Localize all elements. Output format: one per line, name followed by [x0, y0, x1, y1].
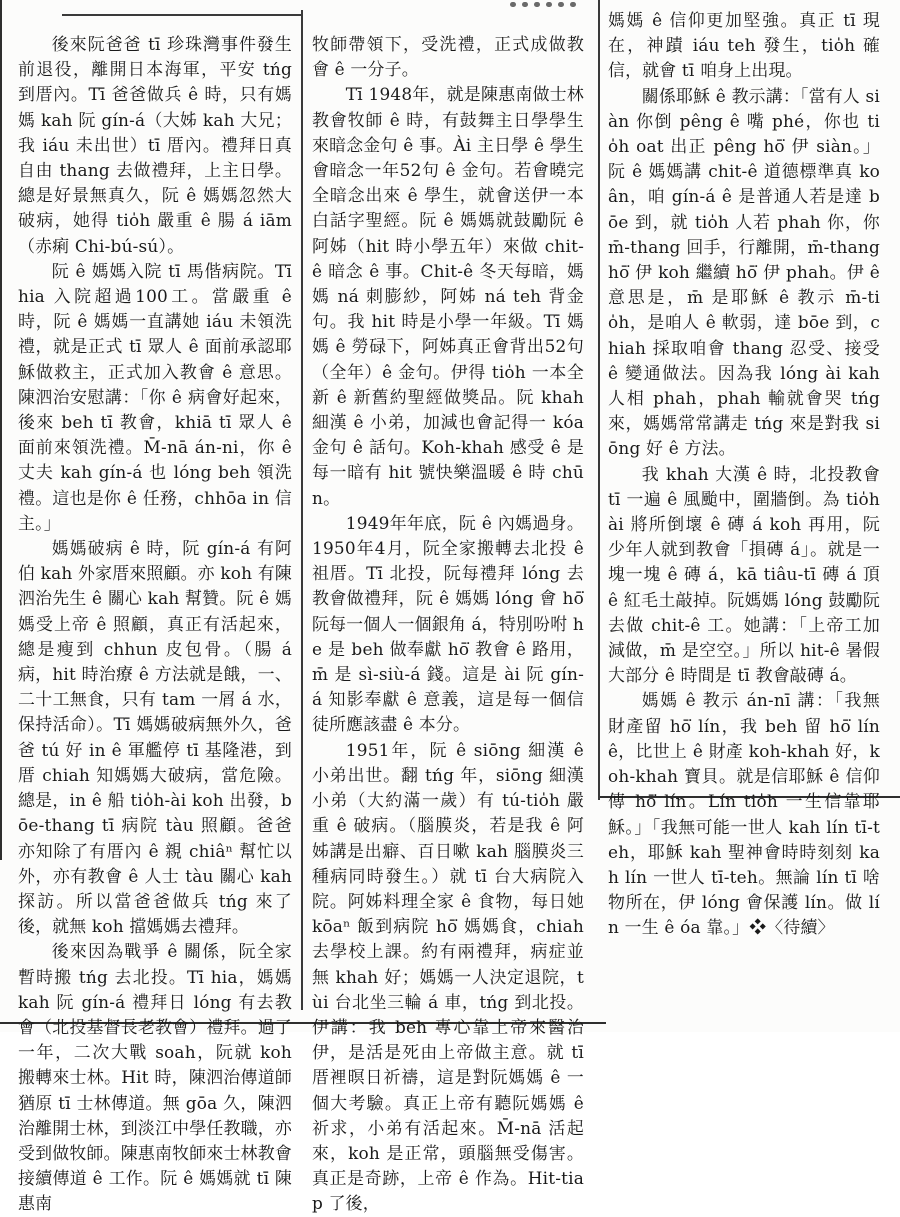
paragraph: 1949年年底，阮 ê 內媽過身。1950年4月，阮全家搬轉去北投 ê 祖厝。Tī 北投，阮每禮拜 lóng 去教會做禮拜，阮 ê 媽媽 lóng 會 hō͘ 阮每一個人一個銀角 á，特別吩咐 he 是 beh 做奉獻 hō͘ 教會 ê 路用，m̄ 是 sì-siù-á 錢。這是 ài 阮 gín-á 知影奉獻 ê 意義，這是每一個信徒所應該盡 ê 本分。 — [312, 512, 584, 735]
paragraph: Tī 1948年，就是陳惠南做士林教會牧師 ê 時，有鼓舞主日學學生來暗念金句 ê 事。Ài 主日學 ê 學生會暗念一年52句 ê 金句。若會曉完全暗念出來 ê 學生，就會送伊一本白話字聖經。阮 ê 媽媽就鼓勵阮 ê 阿姊（hit 時小學五年）來做 chit-ê 暗念 ê 事。Chit-ê 冬天每暗，媽媽 ná 刺膨紗，阿姊 ná teh 背金句。我 hit 時是小學一年級。Tī 媽媽 ê 勞碌下，阿姊真正會背出52句（全年）ê 金句。伊得 tio̍h 一本全新 ê 新舊約聖經做獎品。阮 khah 細漢 ê 小弟，加減也會記得一 kóa 金句 ê 話句。Koh-khah 感受 ê 是每一暗有 hit 號快樂溫暖 ê 時 chūn。 — [312, 84, 584, 508]
paragraph: 後來阮爸爸 tī 珍珠灣事件發生前退役，離開日本海軍，平安 tńg 到厝內。Tī 爸爸做兵 ê 時，只有媽媽 kah 阮 gín-á（大姊 kah 大兄；我 iáu 未出世）tī 厝內。禮拜日真自由 thang 去做禮拜，上主日學。總是好景無真久，阮 ê 媽媽忽然大破病，她得 tio̍h 嚴重 ê 腸 á iām（赤痢 Chi-bú-sú）。 — [18, 34, 292, 256]
article-column-1 — [18, 32, 292, 1214]
paragraph: 媽媽 ê 教示 án-nī 講：「我無財產留 hō͘ lín，我 beh 留 hō͘ lín ê，比世上 ê 財產 koh-khah 好，koh-khah 寶貝。就是信耶穌 ê 信仰傳 hō͘ lín。Lín tio̍h 一生信靠耶穌。」「我無可能一世人 kah lín tī-teh，耶穌 kah 聖神會時時刻刻 kah lín 一世人 tī-teh。無論 lín tī 啥物所在，伊 lóng 會保護 lín。做 lín 一生 ê óa 靠。」❖〈待續〉 — [608, 690, 880, 938]
paragraph: 阮 ê 媽媽入院 tī 馬偕病院。Tī hia 入院超過100工。當嚴重 ê 時，阮 ê 媽媽一直講她 iáu 未領洗禮，就是正式 tī 眾人 ê 面前承認耶穌做救主，正式加入教會 ê 意思。陳泗治安慰講：「你 ê 病會好起來，後來 beh tī 教會，khiā tī 眾人 ê 面前來領洗禮。M̄-nā án-ni，你 ê 丈夫 kah gín-á 也 lóng beh 領洗禮。這也是你 ê 任務，chhōa in 信主。」 — [18, 260, 292, 533]
column-divider-2 — [598, 0, 600, 800]
article-column-2 — [312, 32, 584, 1214]
column-divider-1 — [301, 10, 303, 1010]
cropped-heading-fragment — [300, 0, 600, 10]
paragraph: 媽媽 ê 信仰更加堅強。真正 tī 現在，神蹟 iáu teh 發生，tio̍h 確信，就會 tī 咱身上出現。 — [608, 10, 880, 81]
paragraph: 1951年，阮 ê siōng 細漢 ê 小弟出世。翻 tńg 年，siōng 細漢小弟（大約滿一歲）有 tú-tio̍h 嚴重 ê 破病。（腦膜炎，若是我 ê 阿姊講是出癖、百日嗽 kah 腦膜炎三種病同時發生。）就 tī 台大病院入院。阿姊料理全家 ê 食物，每日她 kōaⁿ 飯到病院 hō͘ 媽媽食，chiah 去學校上課。約有兩禮拜，病症並無 khah 好；媽媽一人決定退院，tùi 台北坐三輪 á 車，tńg 到北投。伊講：我 beh 專心靠上帝來醫治伊，是活是死由上帝做主意。就 tī 厝裡暝日祈禱，這是對阮媽媽 ê 一個大考驗。真正上帝有聽阮媽媽 ê 祈求，小弟有活起來。M̄-nā 活起來，koh 是正常，頭腦無受傷害。真正是奇跡，上帝 ê 作為。Hit-tiap 了後， — [312, 739, 584, 1214]
paragraph: 牧師帶領下，受洗禮，正式成做教會 ê 一分子。 — [312, 34, 584, 80]
paragraph: 我 khah 大漢 ê 時，北投教會 tī 一遍 ê 風颱中，圍牆倒。為 tio̍h ài 將所倒壞 ê 磚 á koh 再用，阮少年人就到教會「損磚 á」。就是一塊一塊 ê 磚 á，kā tiâu-tī 磚 á 頂 ê 紅毛土敲掉。阮媽媽 lóng 鼓勵阮去做 chit-ê 工。她講：「上帝工加減做，m̄ 是空空。」所以 hit-ê 暑假大部分 ê 時間是 tī 教會敲磚 á。 — [608, 463, 880, 686]
paragraph: 媽媽破病 ê 時，阮 gín-á 有阿伯 kah 外家厝來照顧。亦 koh 有陳泗治先生 ê 關心 kah 幫贊。阮 ê 媽媽受上帝 ê 照顧，真正有活起來，總是瘦到 chhun 皮包骨。（腸 á 病，hit 時治療 ê 方法就是餓，一、二十工無食，只有 tam 一屑 á 水，保持活命）。Tī 媽媽破病無外久，爸爸 tú 好 in ê 軍艦停 tī 基隆港，到厝 chiah 知媽媽大破病，當危險。總是，in ê 船 tio̍h-ài koh 出發，bōe-thang tī 病院 tàu 照顧。爸爸亦知除了有厝內 ê 親 chiâⁿ 幫忙以外，亦有教會 ê 人士 tàu 關心 kah 探訪。所以當爸爸做兵 tńg 來了後，就無 koh 擋媽媽去禮拜。 — [18, 538, 292, 937]
top-border-left — [62, 14, 302, 16]
paragraph: 關係耶穌 ê 教示講：「當有人 siàn 你倒 pêng ê 嘴 phé，你也 tio̍h oat 出正 pêng hō͘ 伊 siàn。」阮 ê 媽媽講 chit-ê 道德標準真 koân，咱 gín-á ê 是普通人若是達 bōe 到，就 tio̍h 人若 phah 你，你 m̄-thang 回手，行離開，m̄-thang hō͘ 伊 koh 繼續 hō͘ 伊 phah。伊 ê 意思是，m̄ 是耶穌 ê 教示 m̄-tio̍h，是咱人 ê 軟弱，達 bōe 到，chiah 採取咱會 thang 忍受、接受 ê 變通做法。因為我 lóng ài kah 人相 phah，phah 輸就會哭 tńg 來，媽媽常常講走 tńg 來是對我 siōng 好 ê 方法。 — [608, 85, 880, 459]
clipping-left-edge — [0, 0, 2, 860]
paragraph: 後來因為戰爭 ê 關係，阮全家暫時搬 tńg 去北投。Tī hia，媽媽 kah 阮 gín-á 禮拜日 lóng 有去教會（北投基督長老教會）禮拜。過了一年，二次大戰 soah，阮就 koh 搬轉來士林。Hit 時，陳泗治傳道師猶原 tī 士林傳道。無 gōa 久，陳泗治離開士林，到淡江中學任教職，亦受到做牧師。陳惠南牧師來士林教會接續傳道 ê 工作。阮 ê 媽媽就 tī 陳惠南 — [18, 941, 292, 1214]
article-column-3 — [608, 8, 880, 938]
